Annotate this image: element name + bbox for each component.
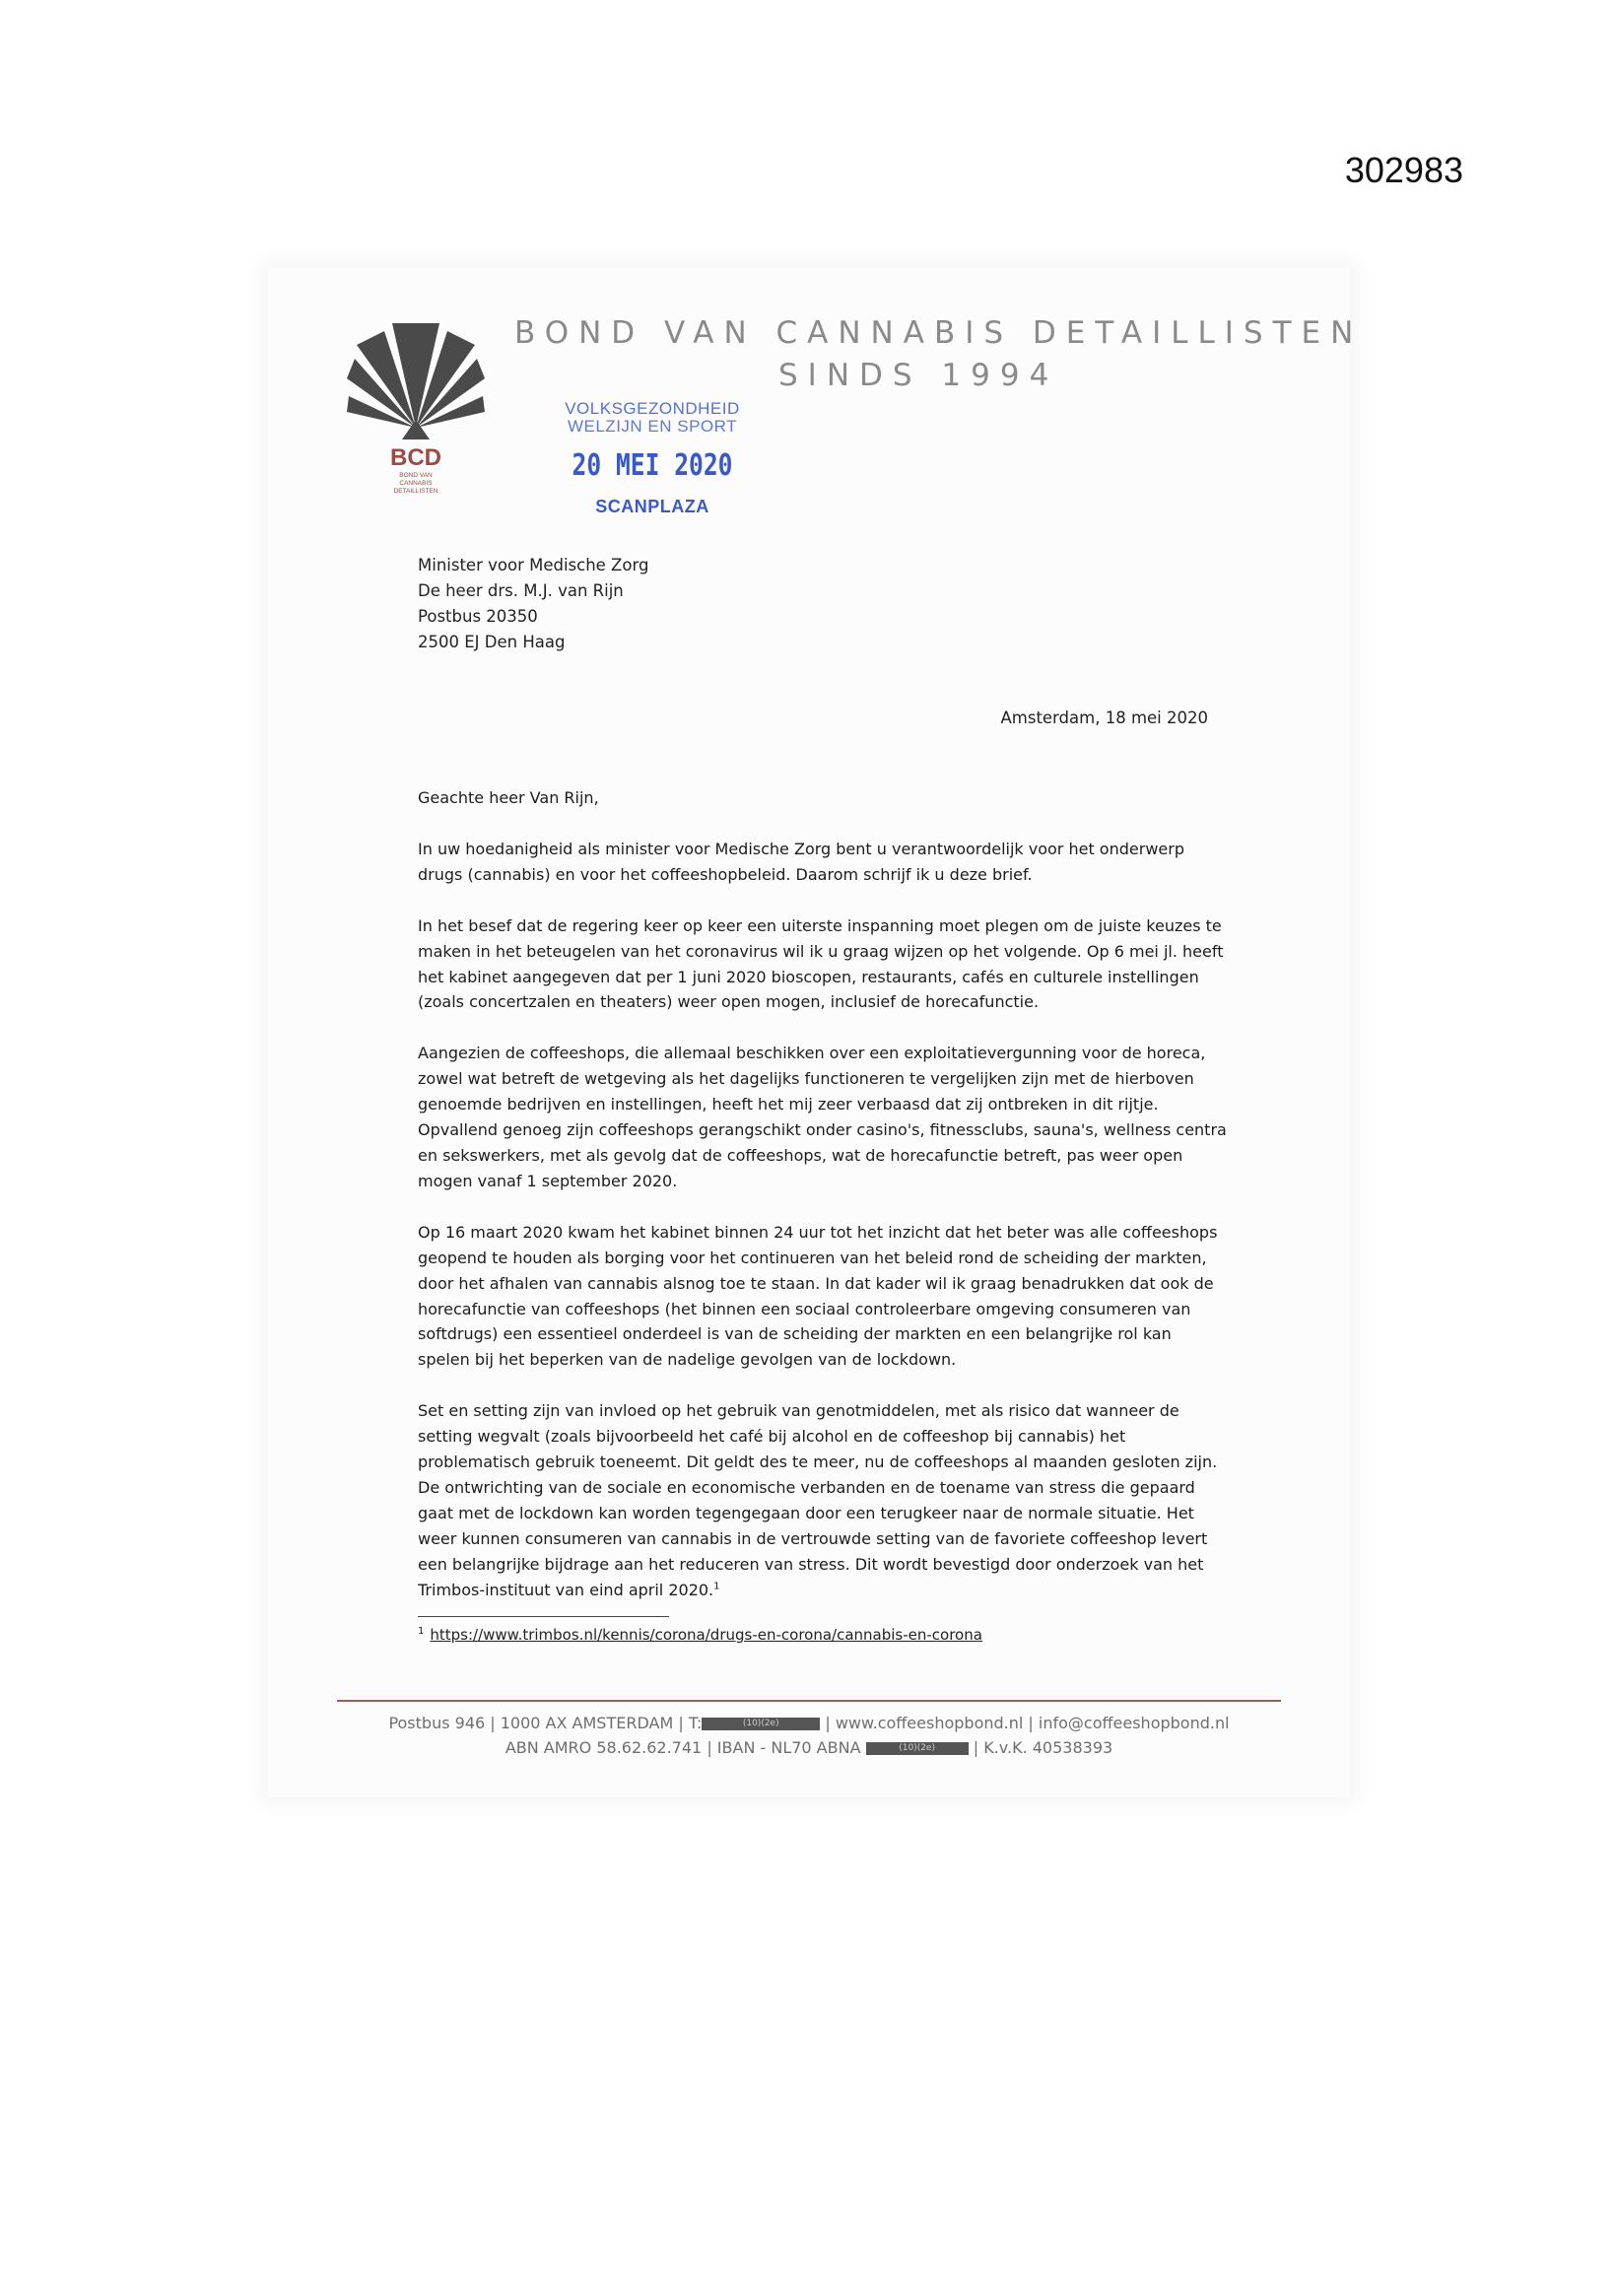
body-line: weer kunnen consumeren van cannabis in de vertrouwde setting van de favoriete coffeeshop levert — [418, 1528, 1208, 1548]
recipient-line: 2500 EJ Den Haag — [418, 633, 566, 651]
body-line: zowel wat betreft de wetgeving als het dagelijks functioneren te vergelijken zijn met de hierboven — [418, 1069, 1194, 1089]
body-line: softdrugs) een essentieel onderdeel is van de scheiding der markten en een belangrijke rol kan — [418, 1324, 1172, 1344]
body-line: maken in het beteugelen van het coronavirus wil ik u graag wijzen op het volgende. Op 6 mei jl. heeft — [418, 941, 1224, 961]
paragraph-2 — [418, 913, 1226, 1016]
footer-separator: | — [707, 1738, 712, 1757]
body-line-text: Trimbos-instituut van eind april 2020. — [418, 1580, 714, 1599]
footer-row-2 — [268, 1735, 1350, 1760]
paragraph-4 — [418, 1220, 1226, 1373]
body-line — [418, 1578, 1226, 1603]
stamp-ministry-line1: VOLKSGEZONDHEID — [565, 399, 740, 418]
paragraph-3 — [418, 1041, 1226, 1193]
bcd-logo — [347, 317, 485, 500]
footer-tel-label: T: — [688, 1714, 703, 1732]
recipient-line: Minister voor Medische Zorg — [418, 556, 649, 574]
footer-divider — [337, 1700, 1281, 1702]
redaction-block: (10)(2e) — [866, 1742, 969, 1755]
body-line: mogen vanaf 1 september 2020. — [418, 1171, 678, 1190]
document-id: 302983 — [1344, 150, 1463, 190]
letter-date: Amsterdam, 18 mei 2020 — [1000, 709, 1208, 727]
letter-body — [418, 785, 1226, 1628]
body-line: In uw hoedanigheid als minister voor Medische Zorg bent u verantwoordelijk voor het onderwerp — [418, 839, 1184, 858]
body-line: en sekswerkers, met als gevolg dat de coffeeshops, wat de horecafunctie betreft, pas weer open — [418, 1145, 1183, 1165]
redaction-block: (10)(2e) — [702, 1718, 820, 1730]
paragraph-1 — [418, 837, 1226, 888]
body-line: problematisch gebruik toeneemt. Dit geldt des te meer, nu de coffeeshops al maanden gesloten zijn. — [418, 1452, 1218, 1472]
body-line: In het besef dat de regering keer op keer een uiterste inspanning moet plegen om de juiste keuzes te — [418, 915, 1222, 935]
body-line: horecafunctie van coffeeshops (het binnen een sociaal controleerbare omgeving consumeren van — [418, 1299, 1191, 1318]
footer-kvk: K.v.K. 40538393 — [983, 1738, 1113, 1757]
body-line: setting wegvalt (zoals bijvoorbeeld het café bij alcohol en de coffeeshop bij cannabis) het — [418, 1427, 1126, 1447]
recipient-address — [418, 553, 648, 655]
svg-text:DETAILLISTEN: DETAILLISTEN — [393, 488, 438, 495]
footer-iban-label: IBAN - NL70 ABNA — [716, 1738, 861, 1757]
footer-email: info@coffeeshopbond.nl — [1038, 1714, 1230, 1732]
recipient-line: Postbus 20350 — [418, 607, 538, 626]
body-line: het kabinet aangegeven dat per 1 juni 2020 bioscopen, restaurants, cafés en culturele instellingen — [418, 967, 1199, 986]
stamp-ministry-line2: WELZIJN EN SPORT — [567, 417, 738, 436]
received-stamp — [554, 399, 751, 517]
svg-text:BOND VAN: BOND VAN — [399, 472, 433, 479]
paragraph-5 — [418, 1398, 1226, 1602]
body-line: een belangrijke bijdrage aan het reduceren van stress. Dit wordt bevestigd door onderzoek van het — [418, 1554, 1204, 1574]
footnote-divider — [418, 1616, 669, 1617]
letter-footer — [268, 1711, 1350, 1760]
body-line: genoemde bedrijven en instellingen, heeft het mij zeer verbaasd dat zij ontbreken in dit rijtje. — [418, 1095, 1159, 1114]
body-line: gaat met de lockdown kan worden tegengegaan door een terugkeer naar de normale situatie. Het — [418, 1503, 1194, 1522]
salutation — [418, 785, 1226, 811]
stamp-place: SCANPLAZA — [595, 497, 709, 516]
footer-separator: | — [678, 1714, 684, 1732]
bcd-monogram: BCD — [390, 444, 441, 471]
body-line: spelen bij het beperken van de nadelige gevolgen van de lockdown. — [418, 1350, 957, 1370]
footer-postbus: Postbus 946 — [388, 1714, 486, 1732]
svg-text:CANNABIS: CANNABIS — [399, 480, 433, 487]
body-line: (zoals concertzalen en theaters) weer open mogen, inclusief de horecafunctie. — [418, 992, 1040, 1012]
body-line: Op 16 maart 2020 kwam het kabinet binnen 24 uur tot het inzicht dat het beter was alle coffeeshops — [418, 1222, 1218, 1242]
footer-separator: | — [1028, 1714, 1034, 1732]
letterhead-subtitle: SINDS 1994 — [778, 358, 1059, 393]
body-line: drugs (cannabis) en voor het coffeeshopbeleid. Daarom schrijf ik u deze brief. — [418, 864, 1033, 884]
salutation-text: Geachte heer Van Rijn, — [418, 788, 599, 807]
footnote-number: 1 — [418, 1626, 425, 1637]
body-line: geopend te houden als borging voor het continueren van het beleid rond de scheiding der markten, — [418, 1248, 1207, 1267]
footer-website: www.coffeeshopbond.nl — [835, 1714, 1024, 1732]
body-line: Opvallend genoeg zijn coffeeshops gerangschikt onder casino's, fitnessclubs, sauna's, wellness centra — [418, 1120, 1227, 1140]
footer-city: 1000 AX AMSTERDAM — [500, 1714, 674, 1732]
body-line: door het afhalen van cannabis alsnog toe te staan. In dat kader wil ik graag benadrukken dat ook de — [418, 1273, 1214, 1293]
recipient-line: De heer drs. M.J. van Rijn — [418, 581, 624, 600]
footer-separator: | — [490, 1714, 496, 1732]
fan-rays-icon — [347, 317, 485, 500]
footer-row-1 — [268, 1711, 1350, 1735]
footer-separator: | — [973, 1738, 979, 1757]
body-line: Set en setting zijn van invloed op het gebruik van genotmiddelen, met als risico dat wanneer de — [418, 1401, 1179, 1421]
footnote-marker: 1 — [713, 1581, 720, 1592]
footnote — [418, 1626, 982, 1644]
footnote-link[interactable]: https://www.trimbos.nl/kennis/corona/drugs-en-corona/cannabis-en-corona — [430, 1626, 982, 1644]
footer-bank: ABN AMRO 58.62.62.741 — [505, 1738, 703, 1757]
stamp-date: 20 MEI 2020 — [572, 448, 733, 483]
letterhead-title: BOND VAN CANNABIS DETAILLISTEN — [514, 315, 1364, 351]
body-line: Aangezien de coffeeshops, die allemaal beschikken over een exploitatievergunning voor de horeca, — [418, 1044, 1206, 1063]
body-line: De ontwrichting van de sociale en economische verbanden en de toename van stress die gepaard — [418, 1477, 1195, 1497]
footer-separator: | — [825, 1714, 831, 1732]
